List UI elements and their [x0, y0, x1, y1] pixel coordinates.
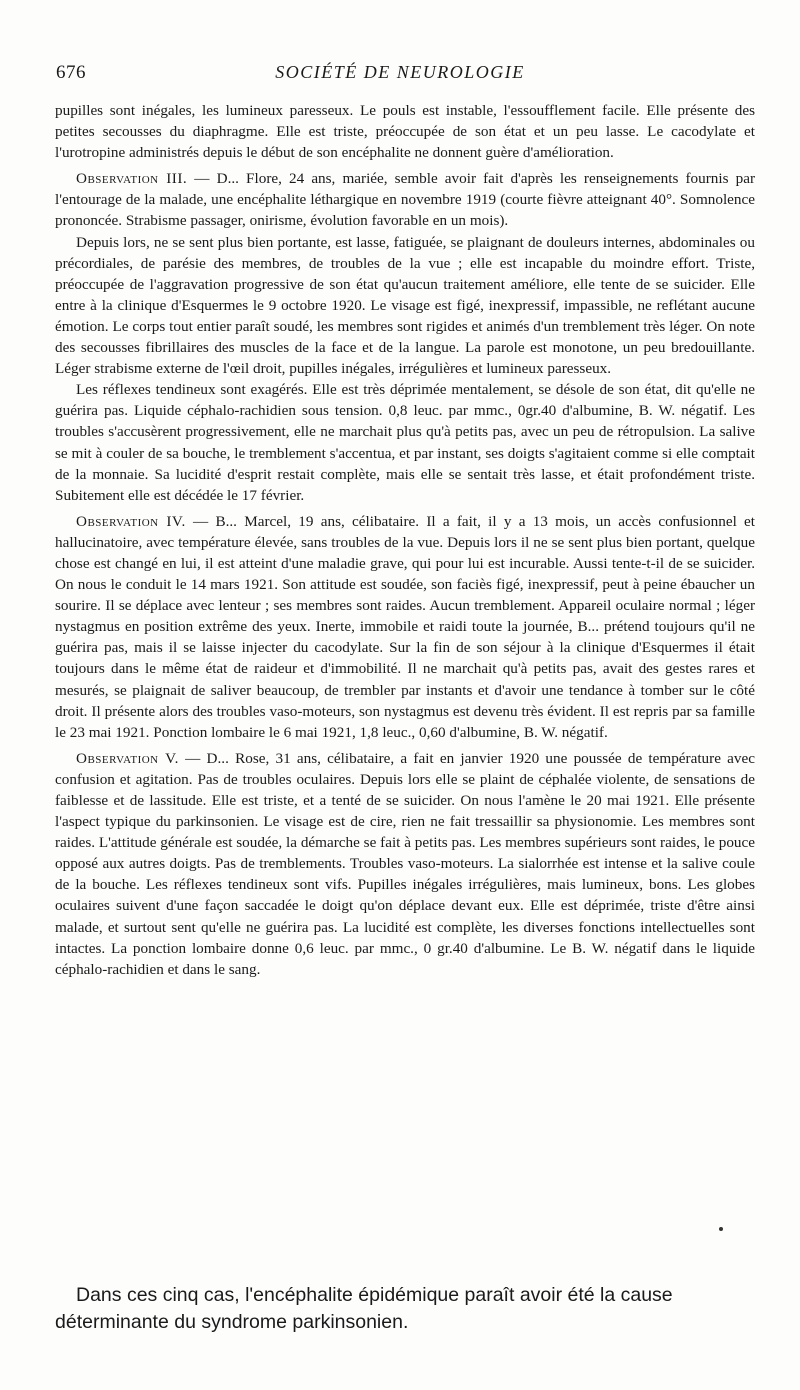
conclusion-paragraph: Dans ces cinq cas, l'encéphalite épidémique paraît avoir été la cause déterminante du syndrome parkinsonien. [55, 1283, 673, 1333]
paragraph-intro: pupilles sont inégales, les lumineux paresseux. Le pouls est instable, l'essoufflement facile. Elle présente des petites secousses du diaphragme. Elle est triste, préoccupée de son état et un peu lasse. Le cacodylate et l'urotropine administrés depuis le début de son encéphalite ne donnent guère d'amélioration. [55, 102, 755, 162]
observation-4-text: — B... Marcel, 19 ans, célibataire. Il a fait, il y a 13 mois, un accès confusionnel et hallucinatoire, avec température élevée, sans troubles de la vue. Depuis lors il ne se sent plus bien portant, quelque chose est changé en lui, il est atteint d'une maladie grave, qui pour lui est incurable. Aussi tente-t-il de se suicider. On nous le conduit le 14 mars 1921. Son attitude est soudée, son faciès figé, inexpressif, peut à peine ébaucher un sourire. Il se déplace avec lenteur ; ses membres sont raides. Aucun tremblement. Appareil oculaire normal ; léger nystagmus en position extrême des yeux. Inerte, immobile et raidi toute la journée, B... prétend toujours qu'il ne guérira pas, mais il se laisse injecter du cacodylate. Sur la fin de son séjour à la clinique d'Esquermes il était toujours dans le même état de raideur et d'immobilité. Il ne marchait qu'à petits pas, avait des gestes rares et mesurés, se plaignait de saliver beaucoup, de trembler par instants et d'avoir une tendance à tomber sur le côté droit. Il présente alors des troubles vaso-moteurs, son nystagmus est devenu très évident. Il est repris par sa famille le 23 mai 1921. Ponction lombaire le 6 mai 1921, 1,8 leuc., 0,60 d'albumine, B. W. négatif. [55, 512, 756, 741]
observation-5 [55, 748, 755, 980]
page-number: 676 [56, 62, 86, 83]
observation-3-paragraph-2: Depuis lors, ne se sent plus bien portante, est lasse, fatiguée, se plaignant de douleurs internes, abdominales ou précordiales, de parésie des membres, de troubles de la vue ; elle est incapable du moindre effort. Triste, préoccupée de l'aggravation progressive de son état qu'aucun traitement améliore, elle tente de se suicider. Elle entre à la clinique d'Esquermes le 9 octobre 1920. Le visage est figé, inexpressif, impassible, ne reflétant aucune émotion. Le corps tout entier paraît soudé, les membres sont rigides et animés d'un tremblement très léger. On note des secousses fibrillaires des muscles de la face et de la langue. La parole est monotone, un peu bredouillante. Léger strabisme externe de l'œil droit, pupilles inégales, irrégulières et lumineux paresseux. [55, 233, 755, 378]
observation-3 [55, 168, 755, 231]
body-text [55, 100, 755, 980]
observation-3-text: — D... Flore, 24 ans, mariée, semble avoir fait d'après les renseignements fournis par l'entourage de la malade, une encéphalite léthargique en novembre 1919 (courte fièvre atteignant 40°. Somnolence prononcée. Strabisme passager, onirisme, évolution favorable en un mois). [55, 170, 755, 230]
page-header [56, 62, 744, 86]
print-speck [719, 1227, 723, 1231]
observation-5-text: — D... Rose, 31 ans, célibataire, a fait en janvier 1920 une poussée de température avec confusion et agitation. Pas de troubles oculaires. Depuis lors elle se plaint de céphalée violente, de sensations de faiblesse et de lassitude. Elle est triste, et a tenté de se suicider. On nous l'amène le 20 mai 1921. Elle présente l'aspect typique du parkinsonien. Le visage est de cire, rien ne fait tressaillir sa physionomie. Les membres sont raides. L'attitude générale est soudée, la démarche se fait à petits pas. Les membres supérieurs sont raides, le pouce opposé aux autres doigts. Pas de tremblements. Troubles vaso-moteurs. La sialorrhée est intense et la salive coule de la bouche. Les réflexes tendineux sont vifs. Pupilles inégales irrégulières, mais lumineux, bons. Les globes oculaires suivent d'une façon saccadée le doigt qu'on déplace devant eux. Elle est déprimée, triste d'être ainsi malade, et surtout sent qu'elle ne guérira pas. La lucidité est complète, les diverses fonctions intellectuelles sont intactes. La ponction lombaire donne 0,6 leuc. par mmc., 0 gr.40 d'albumine. Le B. W. négatif dans le liquide céphalo-rachidien et dans le sang. [55, 749, 755, 978]
observation-3-label: Observation III. [76, 170, 188, 188]
observation-3-paragraph-3: Les réflexes tendineux sont exagérés. Elle est très déprimée mentalement, se désole de son état, dit qu'elle ne guérira pas. Liquide céphalo-rachidien sous tension. 0,8 leuc. par mmc., 0gr.40 d'albumine, B. W. négatif. Les troubles s'accusèrent progressivement, elle ne marchait plus qu'à petits pas, avec un peu de rétropulsion. La salive se mit à couler de sa bouche, le tremblement s'accentua, et par instant, ses doigts s'agitaient comme si elle comptait de la monnaie. Sa lucidité d'esprit restait complète, mais elle se sentait très lasse, et était profondément triste. Subitement elle est décédée le 17 février. [55, 381, 755, 504]
observation-4 [55, 511, 755, 743]
running-title: SOCIÉTÉ DE NEUROLOGIE [275, 62, 525, 82]
observation-4-label: Observation IV. [76, 512, 186, 530]
observation-5-label: Observation V. [76, 749, 179, 767]
